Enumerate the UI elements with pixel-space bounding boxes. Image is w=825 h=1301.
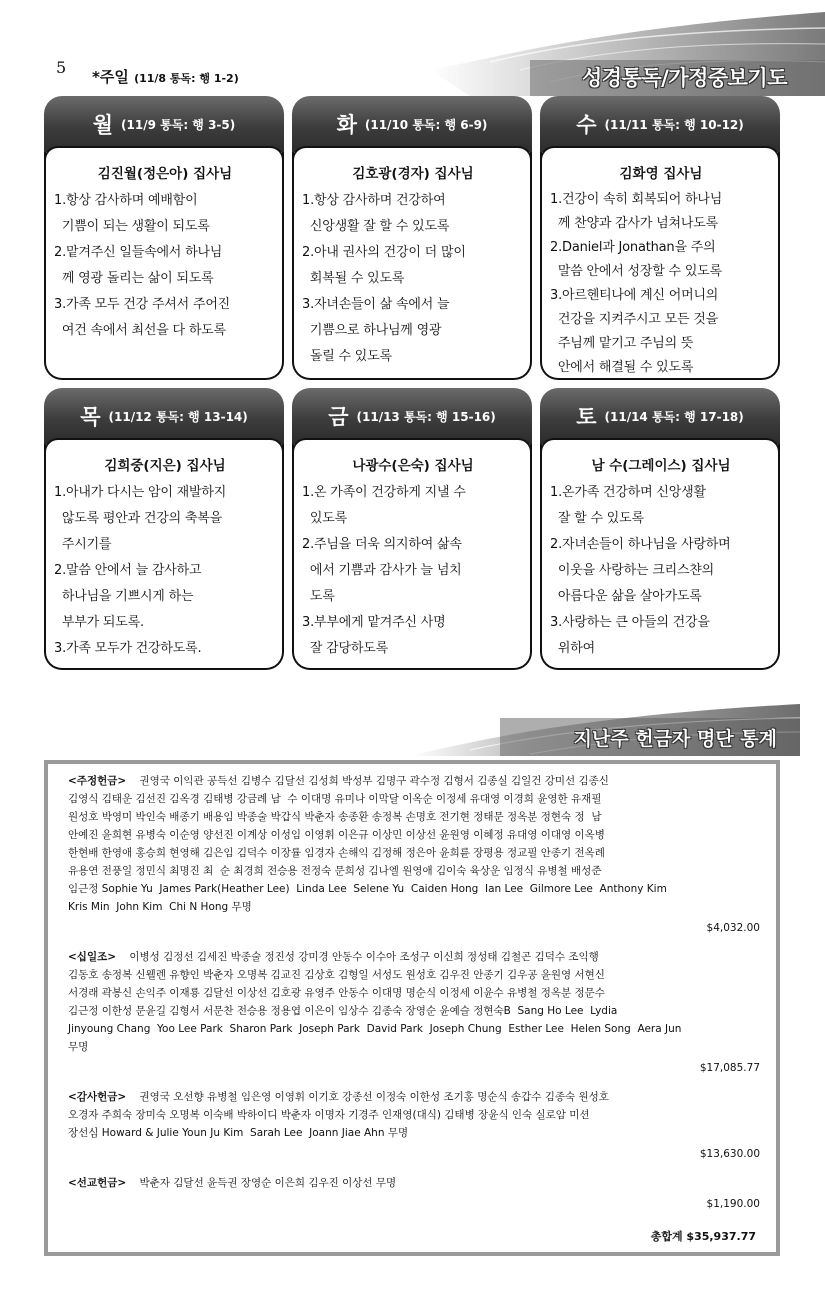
- donor-names: 박춘자 김달선 윤득권 장영순 이은희 김우진 이상선 무명: [126, 1177, 397, 1189]
- prayer-line: 여건 속에서 최선을 다 하도록: [54, 323, 226, 338]
- deacon-name: 김희중(지은) 집사님: [104, 458, 226, 474]
- prayer-line: 있도록: [302, 511, 347, 526]
- day-label: 월: [92, 113, 114, 137]
- card-body: [292, 444, 532, 670]
- prayer-line: 회복될 수 있도록: [302, 271, 405, 286]
- prayer-line: 않도록 평안과 건강의 축복을: [54, 511, 222, 526]
- group-total: $17,085.77: [699, 1062, 760, 1074]
- group-label: <주정헌금>: [68, 775, 127, 787]
- prayer-line: 아름다운 삶을 살아가도록: [550, 589, 702, 604]
- day-label: 목: [80, 405, 101, 429]
- page-number: 5: [56, 58, 67, 77]
- prayer-line: 이웃을 사랑하는 크리스챤의: [550, 563, 715, 578]
- prayer-line: 1.온가족 건강하며 신앙생활: [550, 485, 706, 500]
- donor-line: 원성호 박영미 박인숙 배종기 배용임 박종술 박갑식 박춘자 송종환 송정복 손명호 전기현 정태문 정옥분 정현숙 정 남: [68, 811, 602, 823]
- day-label: 토: [576, 405, 597, 429]
- prayer-line: 3.가족 모두가 건강하도록.: [54, 641, 202, 656]
- page-title: 성경통독/가정중보기도: [581, 66, 787, 90]
- prayer-line: 2.맡겨주신 일들속에서 하나님: [54, 245, 223, 260]
- deacon-name: 남 수(그레이스) 집사님: [591, 458, 731, 474]
- reading-range: (11/11 통독: 행 10-12): [604, 117, 744, 132]
- donor-line: 무명: [68, 1041, 89, 1053]
- donor-line: Kris Min John Kim Chi N Hong 무명: [68, 901, 252, 913]
- prayer-line: 주시기를: [54, 537, 112, 552]
- reading-range: (11/9 통독: 행 3-5): [121, 117, 236, 132]
- donor-group-tithe: [68, 948, 760, 1074]
- donor-line: 한현배 한영애 홍승희 현영해 김은임 김덕수 이장률 임경자 손해익 김정해 정은아 윤희륜 장평용 정교필 안종기 전옥례: [68, 847, 605, 859]
- prayer-line: 3.아르헨티나에 계신 어머니의: [550, 288, 719, 303]
- donor-line: [68, 1174, 760, 1192]
- prayer-card-fri: [292, 388, 532, 670]
- prayer-line: 1.항상 감사하며 건강하여: [302, 193, 446, 208]
- prayer-line: 신앙생활 잘 할 수 있도록: [302, 219, 450, 234]
- donor-names: 권영국 오선향 유병철 임은영 이영휘 이기호 강종선 이정숙 이한성 조기홍 명순식 송갑수 김종숙 원성호: [126, 1091, 609, 1103]
- card-header: [292, 388, 532, 444]
- card-header: [540, 96, 780, 152]
- group-label: <십일조>: [68, 951, 117, 963]
- day-label: 수: [576, 113, 597, 137]
- prayer-line: 3.사랑하는 큰 아들의 건강을: [550, 615, 710, 630]
- donor-group-mission: [68, 1174, 760, 1210]
- donor-line: 서경래 곽봉신 손익주 이재룡 김달선 이상선 김호광 유영주 안동수 이대명 명순식 이정세 이윤수 유병철 정옥분 정문수: [68, 987, 605, 999]
- card-body: [44, 152, 284, 380]
- reading-range: (11/12 통독: 행 13-14): [108, 409, 248, 424]
- card-header: [540, 388, 780, 444]
- prayer-line: 건강을 지켜주시고 모든 것을: [550, 312, 718, 327]
- prayer-line: 하나님을 기쁘시게 하는: [54, 589, 194, 604]
- prayer-card-wed: [540, 96, 780, 380]
- card-body: [44, 444, 284, 670]
- sunday-reading-note: [92, 66, 239, 87]
- group-label: <선교헌금>: [68, 1177, 127, 1189]
- prayer-line: 께 영광 돌리는 삶이 되도록: [54, 271, 214, 286]
- sunday-title: *주일: [92, 68, 129, 86]
- prayer-card-thu: [44, 388, 284, 670]
- prayer-line: 2.Daniel과 Jonathan을 주의: [550, 240, 716, 255]
- group-total: $4,032.00: [706, 922, 760, 934]
- prayer-line: 주님께 맡기고 주님의 뜻: [550, 336, 694, 351]
- card-body: [292, 152, 532, 380]
- deacon-name: 김진월(정은아) 집사님: [97, 166, 233, 182]
- prayer-line: 2.아내 권사의 건강이 더 많이: [302, 245, 466, 260]
- card-header: [44, 388, 284, 444]
- reading-range: (11/13 통독: 행 15-16): [356, 409, 496, 424]
- donor-names: 권영국 이익관 공득선 김병수 김달선 김성희 박성부 김명구 곽수정 김형서 김종실 김일건 강미선 김종신: [126, 775, 609, 787]
- prayer-line: 잘 할 수 있도록: [550, 511, 644, 526]
- donor-line: [68, 772, 760, 790]
- day-label: 화: [336, 113, 357, 137]
- prayer-line: 1.아내가 다시는 암이 재발하지: [54, 485, 227, 500]
- prayer-card-mon: [44, 96, 284, 380]
- donor-line: [68, 948, 760, 966]
- group-total: $1,190.00: [706, 1198, 760, 1210]
- prayer-card-sat: [540, 388, 780, 670]
- prayer-line: 기쁨으로 하나님께 영광: [302, 323, 442, 338]
- prayer-line: 3.자녀손들이 삶 속에서 늘: [302, 297, 450, 312]
- deacon-name: 김호광(경자) 집사님: [352, 166, 474, 182]
- grand-total: 총합계 $35,937.77: [650, 1230, 756, 1243]
- prayer-line: 1.온 가족이 건강하게 지낼 수: [302, 485, 466, 500]
- card-header: [44, 96, 284, 152]
- prayer-line: 2.말씀 안에서 늘 감사하고: [54, 563, 202, 578]
- card-body: [540, 152, 780, 380]
- prayer-line: 안에서 해결될 수 있도록: [550, 360, 694, 375]
- prayer-line: 3.가족 모두 건강 주셔서 주어진: [54, 297, 231, 312]
- reading-range: (11/10 통독: 행 6-9): [364, 117, 488, 132]
- reading-range: (11/14 통독: 행 17-18): [604, 409, 744, 424]
- donor-list-box: [44, 760, 780, 1256]
- donor-line: 오경자 주희숙 장미숙 오명복 이숙배 박하이디 박춘자 이명자 기경주 인재영(대식) 김태병 장윤식 인숙 실로암 미션: [68, 1109, 590, 1121]
- prayer-line: 돌릴 수 있도록: [302, 349, 392, 364]
- prayer-line: 3.부부에게 맡겨주신 사명: [302, 615, 446, 630]
- donor-names: 이병성 김정선 김세진 박종술 정진성 강미경 안동수 이수아 조성구 이신희 정성태 김철곤 김덕수 조익행: [116, 951, 599, 963]
- prayer-line: 도록: [302, 589, 335, 604]
- donor-line: 김근정 이한성 문윤길 김형서 서문찬 전승용 정용엽 이은이 임상수 김종숙 장영순 윤예슬 정현숙B Sang Ho Lee Lydia: [68, 1005, 618, 1017]
- prayer-line: 말씀 안에서 성장할 수 있도록: [550, 264, 722, 279]
- prayer-line: 께 찬양과 감사가 넘쳐나도록: [550, 216, 718, 231]
- donor-line: 김영식 김태운 김선진 김옥경 김태병 강금례 남 수 이대명 유미나 이막달 이옥순 이정세 유대영 이경희 윤영한 유재필: [68, 793, 602, 805]
- donor-line: Jinyoung Chang Yoo Lee Park Sharon Park Joseph Park David Park Joseph Chung Esther Lee Helen Song Aera Jun: [68, 1023, 682, 1035]
- deacon-name: 나광수(은숙) 집사님: [352, 458, 474, 474]
- donor-line: 안예진 윤희현 유병숙 이순영 양선진 이계상 이성임 이영휘 이은규 이상민 이상선 윤원영 이혜정 유대영 이대영 이옥병: [68, 829, 605, 841]
- prayer-line: 잘 감당하도록: [302, 641, 388, 656]
- prayer-line: 기쁨이 되는 생활이 되도록: [54, 219, 210, 234]
- donor-group-sunday: [68, 772, 760, 934]
- prayer-line: 위하여: [550, 641, 595, 656]
- donor-line: [68, 1088, 760, 1106]
- prayer-line: 부부가 되도록.: [54, 615, 144, 630]
- sunday-reading: (11/8 통독: 행 1-2): [134, 72, 239, 85]
- donor-line: 장선심 Howard & Julie Youn Ju Kim Sarah Lee Joann Jiae Ahn 무명: [68, 1127, 409, 1139]
- donor-line: 김동호 송정복 신웰렌 유향인 박춘자 오명복 김교진 김상호 김형일 서성도 원성호 김우진 안종기 김우공 윤원영 서현신: [68, 969, 605, 981]
- prayer-card-tue: [292, 96, 532, 380]
- prayer-line: 2.자녀손들이 하나님을 사랑하며: [550, 537, 731, 552]
- donor-group-thanks: [68, 1088, 760, 1160]
- card-body: [540, 444, 780, 670]
- group-total: $13,630.00: [699, 1148, 760, 1160]
- prayer-line: 2.주님을 더욱 의지하여 삶속: [302, 537, 462, 552]
- prayer-line: 1.건강이 속히 회복되어 하나님: [550, 192, 723, 207]
- card-header: [292, 96, 532, 152]
- day-label: 금: [328, 405, 349, 429]
- prayer-line: 1.항상 감사하며 예배함이: [54, 193, 198, 208]
- donor-line: 임근정 Sophie Yu James Park(Heather Lee) Linda Lee Selene Yu Caiden Hong Ian Lee Gilmore Lee Anthony Kim: [68, 883, 667, 895]
- group-label: <감사헌금>: [68, 1091, 127, 1103]
- deacon-name: 김화영 집사님: [619, 166, 703, 182]
- donor-line: 유용연 전풍일 정민식 최명진 최 순 최경희 전승용 전정숙 문희성 김나엘 원영애 김이숙 육상운 임정식 유병철 배성준: [68, 865, 602, 877]
- donor-section-title: 지난주 헌금자 명단 통계: [573, 728, 777, 750]
- prayer-line: 에서 기쁨과 감사가 늘 넘치: [302, 563, 462, 578]
